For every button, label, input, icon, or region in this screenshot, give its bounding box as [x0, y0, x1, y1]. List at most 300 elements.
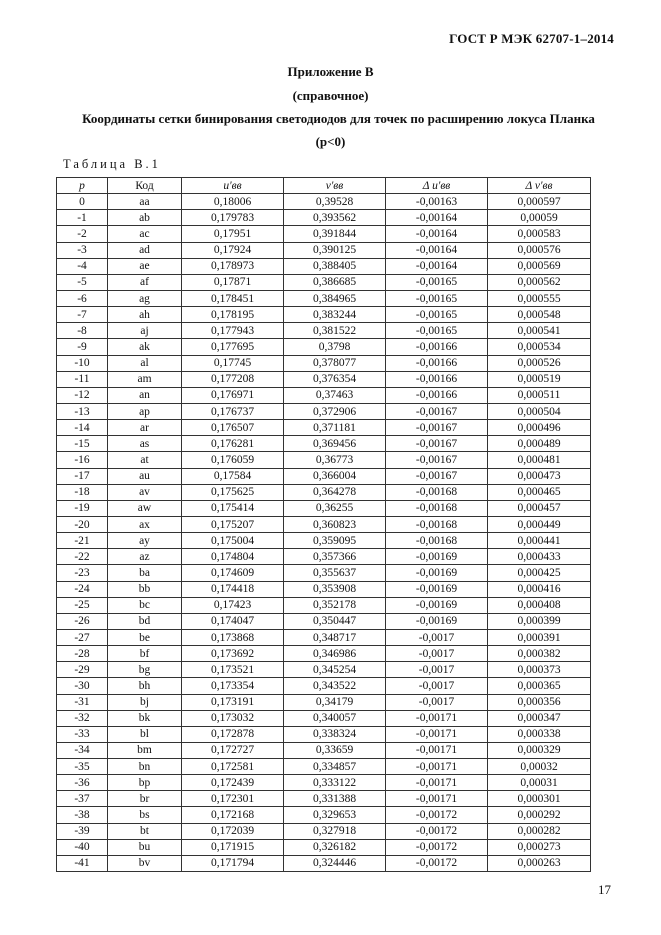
- cell-u: 0,175207: [182, 516, 284, 532]
- cell-code: at: [108, 452, 182, 468]
- cell-v: 0,384965: [284, 290, 386, 306]
- cell-code: ay: [108, 533, 182, 549]
- cell-delta-v: 0,000496: [488, 420, 591, 436]
- cell-p: -15: [57, 436, 108, 452]
- cell-delta-u: -0,0017: [386, 694, 488, 710]
- cell-v: 0,366004: [284, 468, 386, 484]
- cell-v: 0,393562: [284, 210, 386, 226]
- cell-delta-v: 0,000526: [488, 355, 591, 371]
- cell-v: 0,383244: [284, 307, 386, 323]
- cell-delta-u: -0,00171: [386, 710, 488, 726]
- cell-p: -14: [57, 420, 108, 436]
- table-row: [57, 420, 591, 436]
- cell-code: bb: [108, 581, 182, 597]
- cell-u: 0,175625: [182, 484, 284, 500]
- table-row: [57, 662, 591, 678]
- cell-delta-u: -0,00167: [386, 403, 488, 419]
- table-row: [57, 371, 591, 387]
- table-row: [57, 565, 591, 581]
- annex-kind: (справочное): [292, 88, 369, 103]
- table-row: [57, 226, 591, 242]
- cell-delta-v: 0,00059: [488, 210, 591, 226]
- cell-delta-u: -0,00165: [386, 274, 488, 290]
- cell-v: 0,345254: [284, 662, 386, 678]
- cell-delta-u: -0,00172: [386, 823, 488, 839]
- cell-delta-v: 0,000576: [488, 242, 591, 258]
- table-header-row: [57, 178, 591, 194]
- cell-delta-v: 0,000449: [488, 516, 591, 532]
- cell-p: -28: [57, 646, 108, 662]
- cell-u: 0,172039: [182, 823, 284, 839]
- cell-code: ac: [108, 226, 182, 242]
- cell-delta-u: -0,0017: [386, 629, 488, 645]
- cell-delta-v: 0,000391: [488, 629, 591, 645]
- cell-u: 0,173191: [182, 694, 284, 710]
- cell-delta-v: 0,000273: [488, 839, 591, 855]
- cell-u: 0,176507: [182, 420, 284, 436]
- cell-delta-u: -0,00167: [386, 468, 488, 484]
- table-row: [57, 646, 591, 662]
- table-row: [57, 823, 591, 839]
- cell-v: 0,331388: [284, 791, 386, 807]
- cell-delta-v: 0,000473: [488, 468, 591, 484]
- cell-delta-u: -0,00171: [386, 775, 488, 791]
- cell-v: 0,338324: [284, 726, 386, 742]
- table-row: [57, 194, 591, 210]
- cell-code: ah: [108, 307, 182, 323]
- cell-delta-v: 0,000365: [488, 678, 591, 694]
- cell-u: 0,17924: [182, 242, 284, 258]
- cell-delta-u: -0,00167: [386, 420, 488, 436]
- table-row: [57, 839, 591, 855]
- cell-v: 0,333122: [284, 775, 386, 791]
- cell-p: -32: [57, 710, 108, 726]
- cell-code: av: [108, 484, 182, 500]
- cell-delta-v: 0,000382: [488, 646, 591, 662]
- cell-p: -26: [57, 613, 108, 629]
- cell-v: 0,37463: [284, 387, 386, 403]
- cell-u: 0,18006: [182, 194, 284, 210]
- cell-code: bs: [108, 807, 182, 823]
- cell-p: -3: [57, 242, 108, 258]
- cell-p: -13: [57, 403, 108, 419]
- cell-p: -39: [57, 823, 108, 839]
- table-row: [57, 759, 591, 775]
- cell-delta-v: 0,000263: [488, 855, 591, 871]
- cell-u: 0,17745: [182, 355, 284, 371]
- cell-delta-u: -0,00169: [386, 613, 488, 629]
- cell-v: 0,36255: [284, 500, 386, 516]
- cell-p: -31: [57, 694, 108, 710]
- cell-p: -20: [57, 516, 108, 532]
- cell-delta-u: -0,00169: [386, 549, 488, 565]
- cell-v: 0,357366: [284, 549, 386, 565]
- table-row: [57, 387, 591, 403]
- cell-code: bd: [108, 613, 182, 629]
- cell-delta-v: 0,000329: [488, 742, 591, 758]
- cell-u: 0,178195: [182, 307, 284, 323]
- cell-p: -17: [57, 468, 108, 484]
- cell-p: -34: [57, 742, 108, 758]
- cell-delta-u: -0,00168: [386, 500, 488, 516]
- table-row: [57, 403, 591, 419]
- cell-delta-v: 0,000282: [488, 823, 591, 839]
- cell-p: -19: [57, 500, 108, 516]
- cell-delta-u: -0,00166: [386, 371, 488, 387]
- cell-u: 0,173521: [182, 662, 284, 678]
- cell-delta-u: -0,00164: [386, 242, 488, 258]
- cell-p: -22: [57, 549, 108, 565]
- column-header-v: v'вв: [284, 178, 386, 194]
- cell-v: 0,350447: [284, 613, 386, 629]
- cell-u: 0,171915: [182, 839, 284, 855]
- cell-delta-v: 0,000555: [488, 290, 591, 306]
- cell-delta-v: 0,000548: [488, 307, 591, 323]
- cell-p: -4: [57, 258, 108, 274]
- cell-p: -35: [57, 759, 108, 775]
- cell-delta-v: 0,000504: [488, 403, 591, 419]
- cell-delta-u: -0,00166: [386, 355, 488, 371]
- cell-code: am: [108, 371, 182, 387]
- cell-p: -24: [57, 581, 108, 597]
- column-header-p: p: [57, 178, 108, 194]
- cell-p: 0: [57, 194, 108, 210]
- cell-u: 0,172727: [182, 742, 284, 758]
- cell-delta-v: 0,000338: [488, 726, 591, 742]
- table-row: [57, 775, 591, 791]
- cell-v: 0,369456: [284, 436, 386, 452]
- cell-code: az: [108, 549, 182, 565]
- cell-v: 0,326182: [284, 839, 386, 855]
- cell-v: 0,348717: [284, 629, 386, 645]
- cell-code: bn: [108, 759, 182, 775]
- cell-p: -25: [57, 597, 108, 613]
- cell-delta-v: 0,000441: [488, 533, 591, 549]
- cell-code: bl: [108, 726, 182, 742]
- cell-p: -8: [57, 323, 108, 339]
- cell-code: ae: [108, 258, 182, 274]
- cell-delta-u: -0,00166: [386, 339, 488, 355]
- cell-u: 0,173354: [182, 678, 284, 694]
- cell-v: 0,360823: [284, 516, 386, 532]
- cell-v: 0,327918: [284, 823, 386, 839]
- cell-v: 0,36773: [284, 452, 386, 468]
- cell-u: 0,175004: [182, 533, 284, 549]
- cell-code: ag: [108, 290, 182, 306]
- cell-v: 0,329653: [284, 807, 386, 823]
- cell-code: bu: [108, 839, 182, 855]
- cell-delta-v: 0,000457: [488, 500, 591, 516]
- annex-condition: (p<0): [315, 134, 346, 149]
- cell-v: 0,334857: [284, 759, 386, 775]
- cell-delta-u: -0,0017: [386, 646, 488, 662]
- cell-code: bk: [108, 710, 182, 726]
- cell-p: -41: [57, 855, 108, 871]
- cell-code: an: [108, 387, 182, 403]
- table-row: [57, 581, 591, 597]
- cell-delta-v: 0,000597: [488, 194, 591, 210]
- cell-code: aw: [108, 500, 182, 516]
- cell-u: 0,172439: [182, 775, 284, 791]
- column-header-code: Код: [108, 178, 182, 194]
- cell-u: 0,175414: [182, 500, 284, 516]
- cell-v: 0,364278: [284, 484, 386, 500]
- table-row: [57, 516, 591, 532]
- cell-p: -29: [57, 662, 108, 678]
- cell-u: 0,172581: [182, 759, 284, 775]
- cell-u: 0,17423: [182, 597, 284, 613]
- cell-code: ab: [108, 210, 182, 226]
- cell-delta-v: 0,000292: [488, 807, 591, 823]
- cell-delta-u: -0,0017: [386, 662, 488, 678]
- table-row: [57, 855, 591, 871]
- cell-p: -10: [57, 355, 108, 371]
- cell-delta-v: 0,000489: [488, 436, 591, 452]
- cell-code: be: [108, 629, 182, 645]
- table-row: [57, 258, 591, 274]
- cell-delta-u: -0,00165: [386, 307, 488, 323]
- cell-delta-v: 0,000399: [488, 613, 591, 629]
- cell-u: 0,177208: [182, 371, 284, 387]
- cell-u: 0,174418: [182, 581, 284, 597]
- cell-p: -7: [57, 307, 108, 323]
- cell-u: 0,179783: [182, 210, 284, 226]
- cell-v: 0,355637: [284, 565, 386, 581]
- table-label: Таблица В.1: [63, 157, 161, 171]
- cell-code: ad: [108, 242, 182, 258]
- standard-code-header: ГОСТ Р МЭК 62707-1–2014: [449, 31, 614, 46]
- cell-code: ax: [108, 516, 182, 532]
- cell-delta-u: -0,00171: [386, 791, 488, 807]
- cell-u: 0,17951: [182, 226, 284, 242]
- cell-u: 0,172301: [182, 791, 284, 807]
- table-row: [57, 549, 591, 565]
- cell-delta-v: 0,000301: [488, 791, 591, 807]
- cell-delta-v: 0,000373: [488, 662, 591, 678]
- cell-v: 0,353908: [284, 581, 386, 597]
- table-row: [57, 629, 591, 645]
- table-row: [57, 710, 591, 726]
- table-row: [57, 436, 591, 452]
- cell-delta-u: -0,00164: [386, 226, 488, 242]
- cell-delta-v: 0,000433: [488, 549, 591, 565]
- cell-delta-v: 0,000481: [488, 452, 591, 468]
- cell-p: -6: [57, 290, 108, 306]
- cell-delta-u: -0,0017: [386, 678, 488, 694]
- cell-p: -40: [57, 839, 108, 855]
- cell-delta-u: -0,00172: [386, 839, 488, 855]
- cell-delta-u: -0,00169: [386, 565, 488, 581]
- table-row: [57, 339, 591, 355]
- table-row: [57, 678, 591, 694]
- cell-v: 0,388405: [284, 258, 386, 274]
- cell-delta-v: 0,000347: [488, 710, 591, 726]
- cell-delta-u: -0,00165: [386, 290, 488, 306]
- table-row: [57, 484, 591, 500]
- cell-delta-v: 0,000541: [488, 323, 591, 339]
- cell-delta-v: 0,000416: [488, 581, 591, 597]
- cell-v: 0,324446: [284, 855, 386, 871]
- cell-code: ak: [108, 339, 182, 355]
- cell-delta-u: -0,00166: [386, 387, 488, 403]
- table-row: [57, 210, 591, 226]
- cell-code: br: [108, 791, 182, 807]
- cell-v: 0,381522: [284, 323, 386, 339]
- cell-u: 0,173032: [182, 710, 284, 726]
- cell-p: -9: [57, 339, 108, 355]
- table-row: [57, 742, 591, 758]
- cell-code: bc: [108, 597, 182, 613]
- cell-v: 0,386685: [284, 274, 386, 290]
- cell-code: as: [108, 436, 182, 452]
- cell-p: -11: [57, 371, 108, 387]
- cell-code: ap: [108, 403, 182, 419]
- cell-code: al: [108, 355, 182, 371]
- cell-u: 0,173692: [182, 646, 284, 662]
- cell-u: 0,172168: [182, 807, 284, 823]
- cell-v: 0,3798: [284, 339, 386, 355]
- cell-delta-v: 0,000519: [488, 371, 591, 387]
- cell-delta-u: -0,00172: [386, 807, 488, 823]
- cell-p: -27: [57, 629, 108, 645]
- cell-u: 0,176281: [182, 436, 284, 452]
- cell-delta-u: -0,00167: [386, 436, 488, 452]
- cell-u: 0,174804: [182, 549, 284, 565]
- cell-delta-u: -0,00164: [386, 210, 488, 226]
- annex-title: Приложение В: [287, 64, 374, 79]
- table-row: [57, 807, 591, 823]
- table-row: [57, 694, 591, 710]
- cell-p: -18: [57, 484, 108, 500]
- cell-p: -1: [57, 210, 108, 226]
- cell-u: 0,17871: [182, 274, 284, 290]
- cell-v: 0,39528: [284, 194, 386, 210]
- cell-delta-u: -0,00168: [386, 516, 488, 532]
- cell-delta-u: -0,00168: [386, 533, 488, 549]
- cell-code: au: [108, 468, 182, 484]
- cell-u: 0,177695: [182, 339, 284, 355]
- cell-code: bh: [108, 678, 182, 694]
- cell-u: 0,177943: [182, 323, 284, 339]
- cell-delta-u: -0,00172: [386, 855, 488, 871]
- cell-v: 0,391844: [284, 226, 386, 242]
- cell-v: 0,372906: [284, 403, 386, 419]
- cell-u: 0,171794: [182, 855, 284, 871]
- table-row: [57, 791, 591, 807]
- cell-u: 0,174609: [182, 565, 284, 581]
- table-row: [57, 468, 591, 484]
- cell-delta-u: -0,00168: [386, 484, 488, 500]
- cell-u: 0,173868: [182, 629, 284, 645]
- cell-v: 0,34179: [284, 694, 386, 710]
- cell-u: 0,178973: [182, 258, 284, 274]
- cell-delta-u: -0,00169: [386, 597, 488, 613]
- page-number: 17: [598, 882, 611, 897]
- table-row: [57, 726, 591, 742]
- cell-delta-u: -0,00167: [386, 452, 488, 468]
- cell-u: 0,17584: [182, 468, 284, 484]
- cell-u: 0,176059: [182, 452, 284, 468]
- cell-v: 0,376354: [284, 371, 386, 387]
- cell-p: -23: [57, 565, 108, 581]
- cell-delta-v: 0,000408: [488, 597, 591, 613]
- cell-delta-u: -0,00163: [386, 194, 488, 210]
- table-row: [57, 597, 591, 613]
- cell-delta-u: -0,00165: [386, 323, 488, 339]
- cell-delta-u: -0,00164: [386, 258, 488, 274]
- cell-delta-v: 0,00032: [488, 759, 591, 775]
- table-row: [57, 613, 591, 629]
- cell-p: -38: [57, 807, 108, 823]
- cell-p: -37: [57, 791, 108, 807]
- cell-delta-v: 0,000569: [488, 258, 591, 274]
- cell-code: ba: [108, 565, 182, 581]
- cell-p: -16: [57, 452, 108, 468]
- cell-v: 0,343522: [284, 678, 386, 694]
- cell-p: -21: [57, 533, 108, 549]
- cell-v: 0,371181: [284, 420, 386, 436]
- cell-code: bv: [108, 855, 182, 871]
- cell-v: 0,340057: [284, 710, 386, 726]
- cell-p: -33: [57, 726, 108, 742]
- table-row: [57, 500, 591, 516]
- cell-v: 0,352178: [284, 597, 386, 613]
- cell-code: ar: [108, 420, 182, 436]
- table-body: [57, 194, 591, 872]
- cell-u: 0,178451: [182, 290, 284, 306]
- cell-delta-u: -0,00169: [386, 581, 488, 597]
- cell-code: af: [108, 274, 182, 290]
- cell-delta-v: 0,000465: [488, 484, 591, 500]
- cell-delta-v: 0,000583: [488, 226, 591, 242]
- cell-u: 0,172878: [182, 726, 284, 742]
- cell-delta-v: 0,000534: [488, 339, 591, 355]
- cell-v: 0,378077: [284, 355, 386, 371]
- cell-delta-v: 0,00031: [488, 775, 591, 791]
- table-row: [57, 307, 591, 323]
- column-header-u: u'вв: [182, 178, 284, 194]
- table-row: [57, 274, 591, 290]
- cell-p: -2: [57, 226, 108, 242]
- cell-delta-u: -0,00171: [386, 742, 488, 758]
- cell-p: -30: [57, 678, 108, 694]
- cell-delta-v: 0,000425: [488, 565, 591, 581]
- table-row: [57, 355, 591, 371]
- cell-code: aj: [108, 323, 182, 339]
- cell-code: aa: [108, 194, 182, 210]
- cell-u: 0,174047: [182, 613, 284, 629]
- column-header-delta-u: Δ u'вв: [386, 178, 488, 194]
- cell-v: 0,390125: [284, 242, 386, 258]
- table-row: [57, 452, 591, 468]
- cell-u: 0,176737: [182, 403, 284, 419]
- cell-code: bp: [108, 775, 182, 791]
- cell-delta-v: 0,000511: [488, 387, 591, 403]
- cell-code: bm: [108, 742, 182, 758]
- cell-v: 0,359095: [284, 533, 386, 549]
- cell-u: 0,176971: [182, 387, 284, 403]
- cell-code: bj: [108, 694, 182, 710]
- cell-code: bt: [108, 823, 182, 839]
- table-row: [57, 242, 591, 258]
- binning-coordinates-table: [56, 177, 591, 872]
- cell-delta-v: 0,000562: [488, 274, 591, 290]
- cell-v: 0,33659: [284, 742, 386, 758]
- cell-p: -5: [57, 274, 108, 290]
- cell-delta-u: -0,00171: [386, 726, 488, 742]
- cell-delta-v: 0,000356: [488, 694, 591, 710]
- table-row: [57, 323, 591, 339]
